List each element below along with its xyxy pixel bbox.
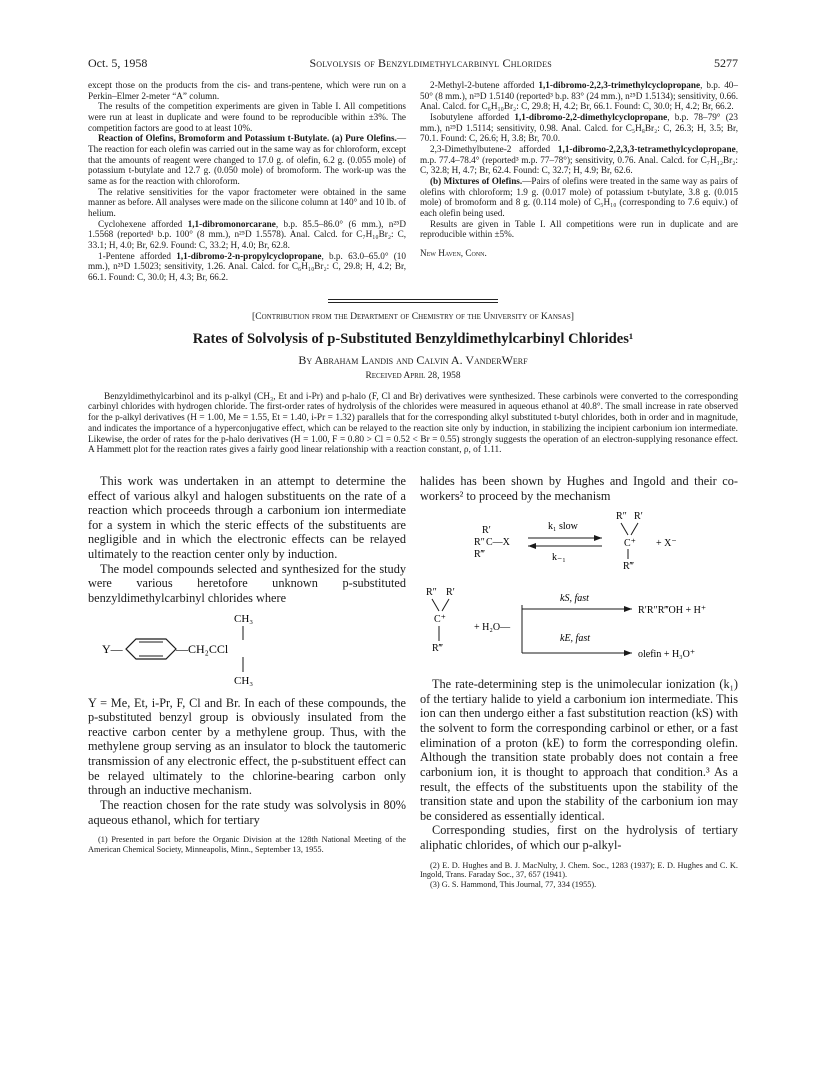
mechanism-scheme <box>420 505 738 673</box>
body-right-p3: Corresponding studies, first on the hydrolysis of tertiary aliphatic chlorides, of which our p-alkyl- <box>420 823 738 853</box>
arrow-head <box>528 543 536 549</box>
prev-right-p3 <box>420 144 738 176</box>
mech-km1: k₋₁ <box>552 552 566 564</box>
prev-left-p1: except those on the products from the cis- and trans-pentene, which were run on a Perkin–Elmer 2-meter “A” column. <box>88 80 406 101</box>
mech-cplus: C⁺ <box>624 538 636 550</box>
prev-left-p3-text: —The reaction for each olefin was carried out in the same way as for chloroform, except that the amounts of reagent were changed to 17.0 g. of olefin, 6.2 g. (0.055 mole) of potassium t-butylate and 12.7 g. (0.050 mole) of bromoform. The work-up was the same as for the reaction with chloroform. <box>88 133 407 187</box>
body-right-column <box>420 474 738 890</box>
body-right-p1: halides has been shown by Hughes and Ingold and their co-workers² to proceed by the mechanism <box>420 473 738 503</box>
compound-name: 1,1-dibromo-2-n-propylcyclopropane <box>176 250 322 261</box>
prev-right-column <box>420 80 738 283</box>
subsection-heading: (a) Pure Olefins. <box>331 133 397 144</box>
mech-r3c: R‴ <box>432 643 443 655</box>
mech-product-olefin: olefin + H₃O⁺ <box>638 649 696 661</box>
p2-a: Isobutylene afforded <box>430 112 515 123</box>
mech-ke: kE, fast <box>560 633 590 645</box>
body-left-p2: The model compounds selected and synthesized for the study were various heretofore unknown p-substituted benzyldimethylcarbinyl chlorides where <box>88 561 406 605</box>
prev-right-p1 <box>420 80 738 112</box>
mech-r3: R‴ <box>474 549 485 561</box>
body-right-p2: The rate-determining step is the unimolecular ionization (k₁) of the tertiary halide to yield a carbonium ion intermediate. This ion can then undergo either a fast substitution reaction (kS) with the solvent to form the corresponding carbinol or ether, or a fast elimination of a proton (kE) to form the corresponding olefin. Although the transition state probably does not contain a free carbonium ion, it is thought to approach that condition.³ As a result, the effects of the substituents upon the stability of the transition state and upon the stability of the carbonium ion may be considered as essentially identical. <box>420 677 738 823</box>
p1-a: 2-Methyl-2-butene afforded <box>430 80 539 90</box>
arrow-head <box>624 650 632 656</box>
p5-c: , b.p. 85.5–86.0° (6 mm.), n²⁵D 1.5568 (reported¹ b.p. 100° (8 mm.), n²⁵D 1.5578). Anal. Calcd. for C₇H₁₀Br₂: C, 33.1; H, 4.0; Br, 62.9. Found: C, 33.2; H, 4.0; Br, 62.8. <box>88 218 406 251</box>
bond-line <box>631 523 638 535</box>
received-date: Received April 28, 1958 <box>365 370 461 381</box>
article-body <box>88 474 738 890</box>
mech-r1: R′ <box>482 525 491 537</box>
mech-r2: R″ <box>474 537 485 549</box>
arrow-head <box>594 535 602 541</box>
compound-name: 1,1-dibromo-2,2,3-trimethylcyclopropane <box>538 80 701 90</box>
bond-line <box>621 523 628 535</box>
mech-r2c: R″ <box>426 587 437 599</box>
mech-r2b: R″ <box>616 511 627 523</box>
structure-ch2ccl: —CH₂CCl <box>176 641 229 656</box>
compound-name: 1,1-dibromo-2,2-dimethylcyclopropane <box>514 112 668 123</box>
mech-r3b: R‴ <box>623 561 634 573</box>
section-heading: Reaction of Olefins, Bromoform and Potassium t-Butylate. <box>98 133 330 144</box>
mech-r1c: R′ <box>446 587 455 599</box>
article-separator-rule <box>328 299 498 303</box>
mech-cx: C—X <box>486 537 510 549</box>
mech-plus-x: + X⁻ <box>656 538 677 550</box>
mech-h2o: + H₂O— <box>474 622 511 634</box>
contribution-line: [Contribution from the Department of Chemistry of the University of Kansas] <box>252 310 574 322</box>
journal-page <box>88 56 738 890</box>
place-signature: New Haven, Conn. <box>420 248 487 259</box>
body-left-p3: Y = Me, Et, i-Pr, F, Cl and Br. In each of these compounds, the p-substituted benzyl group is obviously insulated from the reactive carbon center by a methylene group. Thus, with the methylene group serving as an insulator to block the tautomeric transmission of any electronic effect, the p-substituent effect can be relayed ultimately to the chlorine-bearing carbon only through an inductive mechanism. <box>88 695 406 798</box>
footnote-2: (2) E. D. Hughes and B. J. MacNulty, J. Chem. Soc., 1283 (1937); E. D. Hughes and C. K. Ingold, Trans. Faraday Soc., 37, 657 (1941). <box>420 860 738 880</box>
prev-left-p4: The relative sensitivities for the vapor fractometer were obtained in the same manner as before. All analyses were made on the silicone column at 140° and 10 lb. of helium. <box>88 186 406 219</box>
p4-text: —Pairs of olefins were treated in the same way as pairs of olefins with chloroform; 1.9 g. (0.017 mole) of potassium t-butylate, 3.8 g. (0.015 mole) of bromoform and 8 g. (0.114 mole) of C₅H₁₀ (corresponding to 7.6 equiv.) of each olefin being used. <box>420 176 738 219</box>
article-title: Rates of Solvolysis of p-Substituted Benzyldimethylcarbinyl Chlorides¹ <box>192 330 634 347</box>
reaction-mechanism <box>420 505 738 673</box>
compound-name: 1,1-dibromonorcarane <box>187 218 276 229</box>
footnotes-right <box>420 861 738 890</box>
mech-k1: k₁ slow <box>548 521 578 533</box>
footnote-3: (3) G. S. Hammond, This Journal, 77, 334 (1955). <box>430 880 597 890</box>
p2-c: , b.p. 78–79° (23 mm.), n²⁵D 1.5114; sensitivity, 0.98. Anal. Calcd. for C₅H₈Br₂: C, 26.3; H, 3.5; Br, 70.1. Found: C, 26.6; H, 3.8; Br, 70.0. <box>420 112 738 144</box>
prev-left-p5 <box>88 219 406 251</box>
p3-c: , m.p. 77.4–78.4° (reported³ m.p. 77–78°); sensitivity, 0.76. Anal. Calcd. for C₇H₁₂Br₂: C, 32.8; H, 4.7; Br, 62.4. Found: C, 32.7; H, 4.9; Br, 62.6. <box>420 144 738 176</box>
structure-formula <box>88 608 406 692</box>
structure-ch3-bottom: CH₃ <box>234 674 254 687</box>
prev-left-p2: The results of the competition experiments are given in Table I. All competitions were run at least in duplicate and were found to be reproducible within ±3%. The competition factors are good to at least 10%. <box>88 101 406 133</box>
running-title: Solvolysis of Benzyldimethylcarbinyl Chlorides <box>309 56 552 70</box>
mech-r1b: R′ <box>634 511 643 523</box>
mech-cplus-b: C⁺ <box>434 614 446 626</box>
body-left-p1: This work was undertaken in an attempt to determine the effect of various alkyl and halogen substituents on the rate of a reaction which proceeds through a carbonium ion intermediate for a system in which the steric effects of the substituents are negligible and in which the electronic effects can be relayed ultimately to the reaction center only by induction. <box>88 473 406 562</box>
author-line: By Abraham Landis and Calvin A. VanderWerf <box>298 352 528 367</box>
running-head <box>88 56 738 78</box>
bond-line <box>442 599 449 611</box>
prev-right-p4 <box>420 176 738 219</box>
compound-name: 1,1-dibromo-2,2,3,3-tetramethylcyclopropane <box>557 144 736 155</box>
p1-c: , b.p. 40–50° (8 mm.), n²⁵D 1.5140 (reported³ b.p. 83° (24 mm.), n²⁵D 1.5134); sensitivity, 0.66. Anal. Calcd. for C₆H₁₀Br₂: C, 29.8; H, 4.2; Br, 66.1. Found: C, 30.0; H, 4.2; Br, 66.2. <box>420 80 738 112</box>
footnotes-left <box>88 835 406 855</box>
bond-line <box>432 599 439 611</box>
arrow-head <box>624 606 632 612</box>
structure-y-label: Y— <box>102 641 123 656</box>
prev-left-p6 <box>88 251 406 283</box>
structure-ch3-top: CH₃ <box>234 612 254 625</box>
body-left-p4: The reaction chosen for the rate study was solvolysis in 80% aqueous ethanol, which for tertiary <box>88 797 406 827</box>
p6-c: , b.p. 63.0–65.0° (10 mm.), n²⁵D 1.5023; sensitivity, 1.26. Anal. Calcd. for C₆H₁₀Br₂: C, 29.8; H, 4.2; Br, 66.1. Found: C, 30.0; H, 4.3; Br, 66.2. <box>88 250 406 283</box>
prev-right-p5: Results are given in Table I. All competitions were run in duplicate and are reproducible within ±5%. <box>420 218 738 240</box>
page-number: 5277 <box>714 56 738 70</box>
abstract: Benzyldimethylcarbinol and its p-alkyl (CH₃, Et and i-Pr) and p-halo (F, Cl and Br) derivatives were synthesized. These carbinols were converted to the corresponding carbinyl chlorides with hydrogen chloride. The first-order rates of hydrolysis of the chlorides were measured in aqueous ethanol at 40.8°. The small increase in rate observed for the p-alkyl derivatives (H = 1.00, Me = 1.55, Et = 1.40, i-Pr = 1.32) parallels that for the corresponding alkyl substituted t-butyl chlorides, both in order and in magnitude, and indicates the importance of a hyperconjugative effect, which can be relayed to the reaction site only by induction, in stabilizing the incipient carbonium ion intermediate. Likewise, the order of rates for the p-halo derivatives (H = 1.00, F = 0.80 > Cl = 0.52 < Br = 0.55) strongly suggests the operation of an electron-supplying resonance effect. A Hammett plot for the reaction rates gives a fairly good linear relationship with a reaction constant, ρ, of 1.11. <box>88 391 738 456</box>
prev-right-p2 <box>420 112 738 144</box>
previous-article-tail <box>88 80 738 283</box>
p5-a: Cyclohexene afforded <box>98 218 188 229</box>
p6-a: 1-Pentene afforded <box>98 250 177 261</box>
subsection-heading: (b) Mixtures of Olefins. <box>430 176 523 187</box>
prev-left-column <box>88 80 406 283</box>
mech-ks: kS, fast <box>560 593 589 605</box>
footnote-1: (1) Presented in part before the Organic Division at the 128th National Meeting of the American Chemical Society, Minneapolis, Minn., September 13, 1955. <box>88 835 406 854</box>
body-left-column <box>88 474 406 890</box>
mech-product-alcohol: R′R″R‴OH + H⁺ <box>638 605 707 617</box>
prev-left-p3 <box>88 133 406 186</box>
p3-a: 2,3-Dimethylbutene-2 afforded <box>430 144 558 155</box>
benzyl-chloride-structure <box>88 608 406 692</box>
issue-date: Oct. 5, 1958 <box>88 56 148 70</box>
